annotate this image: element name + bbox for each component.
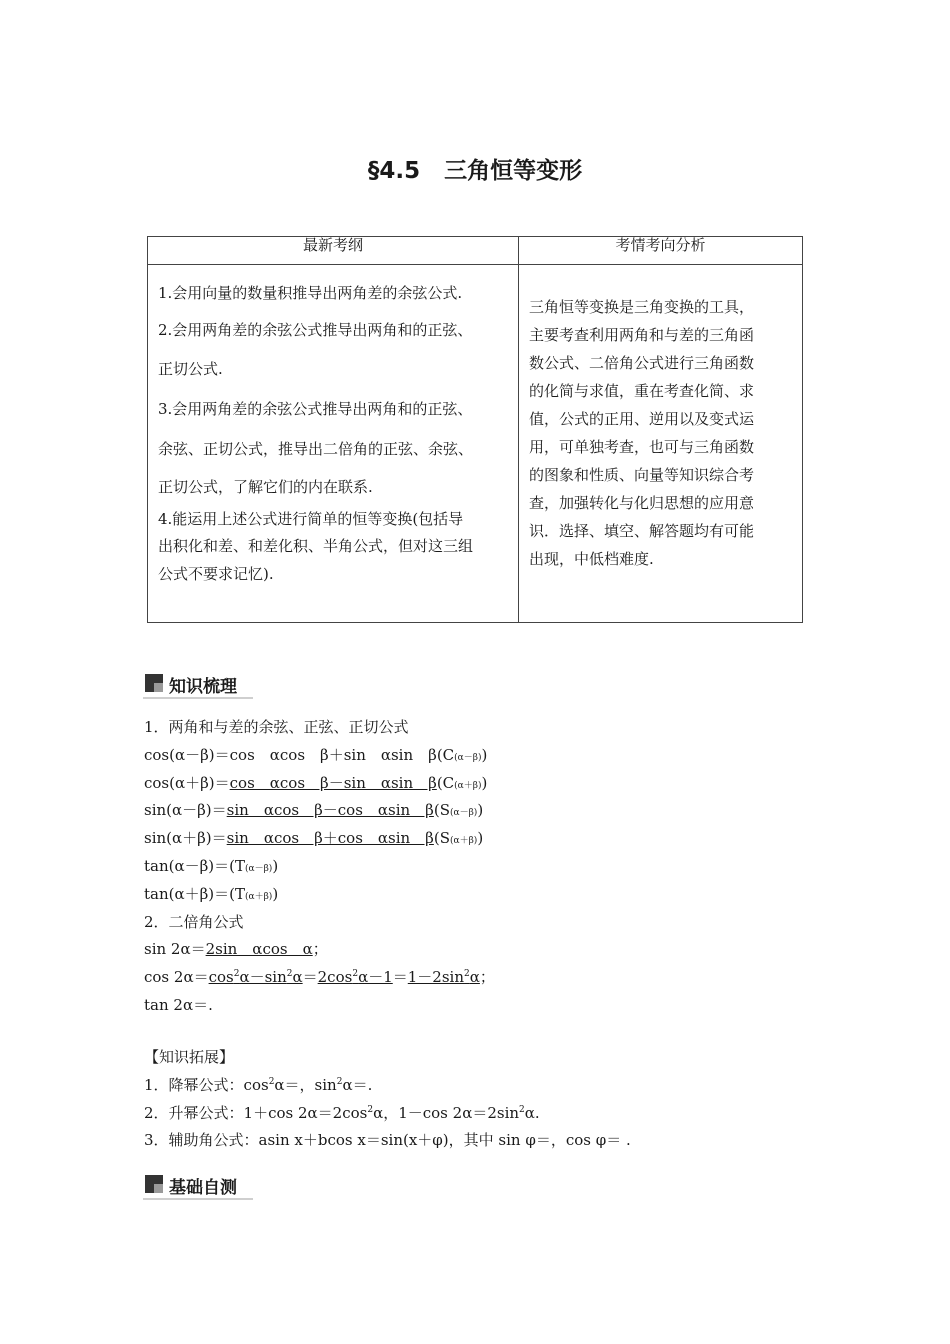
analysis-line: 三角恒等变换是三角变换的工具，	[529, 298, 755, 316]
syllabus-line: 4.能运用上述公式进行简单的恒等变换(包括导	[158, 510, 464, 528]
syllabus-line: 出积化和差、和差化积、半角公式，但对这三组	[158, 537, 474, 555]
syllabus-line: 公式不要求记忆).	[158, 565, 274, 583]
analysis-line: 数公式、二倍角公式进行三角函数	[529, 354, 755, 372]
analysis-line: 的化简与求值，重在考查化简、求	[529, 382, 755, 400]
extension-power-raising: 2．升幂公式：1＋cos $2\alpha=2\cos^2\alpha$，1－cos $2\alpha=2\sin^2\alpha$.	[144, 1103, 540, 1122]
formula-cos-minus: cos(α－β)＝cos αcos β＋sin αsin β(C(α－β))	[144, 745, 488, 764]
section-number: §4.5	[367, 158, 421, 184]
analysis-line: 查，加强转化与化归思想的应用意	[529, 494, 755, 512]
formula-sin-minus: sin(α－β)＝sin αcos β－cos αsin β(S(α－β))	[144, 801, 484, 820]
heading-double-angle: 2．二倍角公式	[144, 912, 244, 931]
syllabus-line: 正切公式，了解它们的内在联系.	[158, 478, 373, 496]
formula-cos-plus: cos(α＋β)＝cos αcos β－sin αsin β(C(α＋β))	[144, 773, 488, 792]
header-syllabus: 最新考纲	[148, 237, 519, 265]
header-analysis: 考情考向分析	[519, 237, 803, 265]
formula-cos-double: $\cos 2\alpha=\cos^2\alpha-\sin^2\alpha=2\cos^2\alpha-1=1-2\sin^2\alpha$；	[144, 968, 495, 987]
section-knowledge-heading: 知识梳理	[143, 671, 253, 699]
syllabus-line: 1.会用向量的数量积推导出两角差的余弦公式.	[158, 284, 463, 302]
syllabus-table	[147, 236, 803, 623]
analysis-line: 出现，中低档难度.	[529, 550, 654, 568]
section-square-icon	[145, 1175, 163, 1193]
syllabus-line: 余弦、正切公式，推导出二倍角的正弦、余弦、	[158, 440, 474, 458]
section-title: 三角恒等变形	[444, 158, 583, 184]
syllabus-cell	[148, 265, 519, 623]
formula-tan-double: tan 2α＝.	[144, 995, 213, 1014]
section-square-icon	[145, 674, 163, 692]
analysis-line: 识．选择、填空、解答题均有可能	[529, 522, 755, 540]
page-title	[0, 152, 950, 185]
syllabus-line: 2.会用两角差的余弦公式推导出两角和的正弦、	[158, 321, 473, 339]
knowledge-content	[144, 714, 824, 1020]
analysis-line: 的图象和性质、向量等知识综合考	[529, 466, 755, 484]
section-selftest-heading: 基础自测	[143, 1172, 253, 1200]
extension-power-reduction: 1．降幂公式：$\cos^2\alpha=$，$\sin^2\alpha=$.	[144, 1075, 373, 1094]
syllabus-line: 正切公式.	[158, 360, 223, 378]
formula-sin-double: sin 2α＝2sin αcos α；	[144, 940, 328, 959]
formula-sin-plus: sin(α＋β)＝sin αcos β＋cos αsin β(S(α＋β))	[144, 829, 484, 848]
heading-sum-diff: 1．两角和与差的余弦、正弦、正切公式	[144, 718, 409, 736]
formula-tan-plus: tan(α＋β)＝(T(α＋β))	[144, 884, 279, 903]
extension-auxiliary-angle: 3．辅助角公式：asin x＋bcos x＝sin(x＋φ)，其中 sin φ＝，cos φ＝ .	[144, 1131, 631, 1150]
formula-tan-minus: tan(α－β)＝(T(α－β))	[144, 856, 279, 875]
analysis-line: 用，可单独考查，也可与三角函数	[529, 438, 755, 456]
extension-title: 【知识拓展】	[144, 1048, 235, 1066]
analysis-line: 主要考查利用两角和与差的三角函	[529, 326, 755, 344]
analysis-cell	[519, 265, 803, 623]
analysis-line: 值，公式的正用、逆用以及变式运	[529, 410, 755, 428]
knowledge-extension	[144, 1044, 824, 1155]
syllabus-line: 3.会用两角差的余弦公式推导出两角和的正弦、	[158, 400, 473, 418]
